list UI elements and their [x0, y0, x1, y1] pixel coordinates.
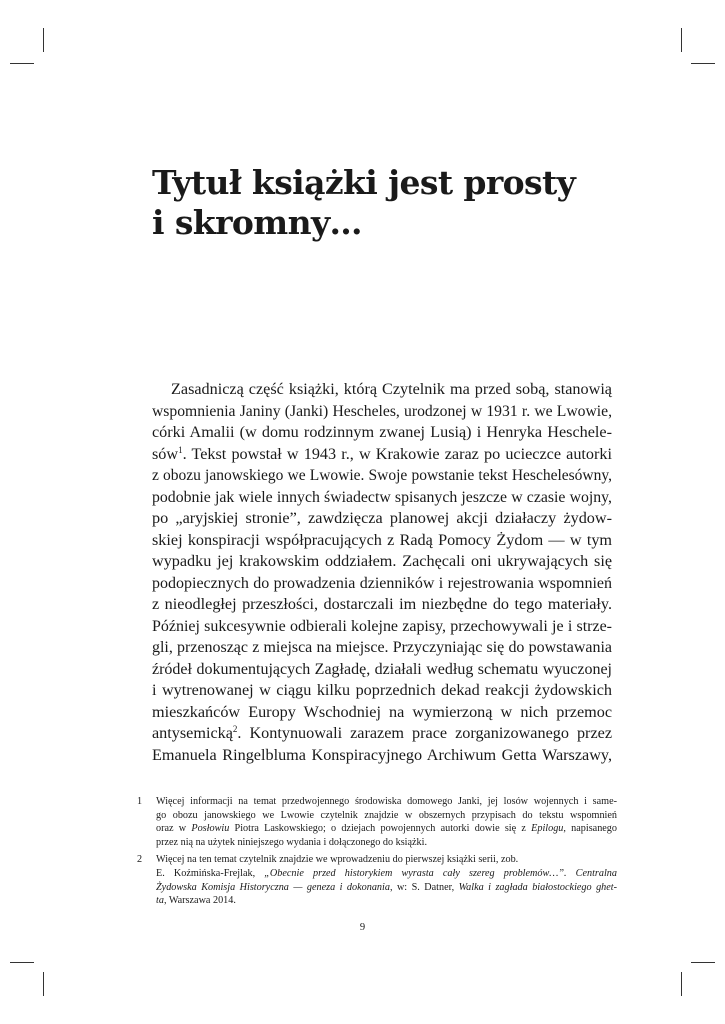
footnote-line — [156, 867, 617, 881]
footnote-number: 1 — [137, 796, 143, 807]
footnote-number: 2 — [137, 854, 143, 866]
body-line: z nieodległej przeszłości, dostarczali im niezbędne do tego materiały. — [152, 595, 612, 613]
footnote-ref[interactable]: 2 — [232, 724, 238, 734]
chapter-title-line: Tytuł książki jest prosty — [152, 163, 576, 202]
body-line: mieszkańców Europy Wschodniej na wymierzoną w nich przemoc — [152, 702, 612, 721]
crop-mark-bottom-left-vertical — [43, 972, 44, 996]
chapter-title — [152, 163, 632, 243]
body-text — [152, 379, 612, 766]
footnote-1 — [137, 795, 617, 849]
footnote-italic: ta — [156, 895, 164, 907]
footnote-2 — [137, 853, 617, 907]
footnote-line — [156, 881, 617, 895]
crop-mark-bottom-right-vertical — [681, 972, 682, 996]
body-line: skiej konspiracji współpracujących z Radą Pomocy Żydom — w tym — [152, 530, 612, 549]
footnote-italic: Posłowiu — [191, 823, 230, 835]
crop-mark-bottom-right-horizontal — [691, 962, 715, 963]
body-line — [152, 723, 612, 745]
body-line: z obozu janowskiego we Lwowie. Swoje powstanie tekst Heschelesówny, — [152, 467, 612, 484]
body-line: córki Amalii (w domu rodzinnym zwanej Lusią) i Henryka Heschele- — [152, 423, 612, 441]
body-line: po „aryjskiej stronie”, zawdzięcza planowej akcji działaczy żydow- — [152, 509, 612, 527]
body-line-part: . Tekst powstał w 1943 r., w Krakowie zaraz po ucieczce autorki — [182, 444, 612, 463]
body-line: źródeł dokumentujących Zagładę, działali według schematu wyuczonej — [152, 660, 612, 678]
footnotes — [137, 795, 617, 912]
crop-mark-bottom-left-horizontal — [10, 962, 34, 963]
footnote-italic: Walka i zagłada białostockiego ghet- — [458, 881, 618, 893]
footnote-text: oraz w — [156, 823, 192, 835]
crop-mark-top-left-horizontal — [10, 63, 34, 64]
body-line: wypadku jej krakowskim oddziałem. Zachęcali oni ukrywających się — [152, 552, 612, 570]
footnote-text: , Warszawa 2014. — [163, 895, 236, 907]
footnote-line — [156, 822, 617, 836]
footnote-italic: Epilogu — [531, 823, 564, 835]
body-line: podobnie jak wiele innych świadectw spisanych jeszcze w czasie wojny, — [152, 488, 612, 506]
body-line: Emanuela Ringelbluma Konspiracyjnego Archiwum Getta Warszawy, — [152, 745, 612, 764]
footnote-line: go obozu janowskiego we Lwowie czytelnik znajdzie w obszernych przypisach do tekstu wspomnień — [156, 809, 617, 821]
footnote-italic: „Obecnie przed historykiem wyrasta cały szereg problemów…”. Centralna — [264, 867, 617, 879]
body-line: podopiecznych do prowadzenia dzienników i rejestrowania wspomnień — [152, 574, 612, 592]
body-line-part: . Kontynuowali zarazem prace zorganizowanego przez — [237, 724, 612, 742]
page-number: 9 — [359, 922, 366, 933]
crop-mark-top-right-horizontal — [691, 63, 715, 64]
body-line-part: sów — [152, 444, 179, 463]
footnote-line: Więcej informacji na temat przedwojennego środowiska domowego Janki, jej losów wojennych i same- — [156, 796, 617, 807]
footnote-text: Piotra Laskowskiego; o dziejach powojennych autorki dowie się z — [229, 823, 532, 835]
body-line: Później sukcesywnie odbierali kolejne zapisy, przechowywali je i strze- — [152, 617, 612, 635]
footnote-line: przez nią na użytek niniejszego wydania i dołączonego do książki. — [156, 836, 427, 848]
footnote-text: , napisanego — [563, 823, 617, 835]
footnote-text: E. Koźmińska-Frejlak, — [156, 867, 265, 879]
chapter-title-line: i skromny… — [152, 203, 362, 242]
body-line: gli, przenosząc z miejsca na miejsce. Przyczyniając się do powstawania — [152, 639, 612, 656]
crop-mark-top-left-vertical — [43, 28, 44, 52]
body-line — [152, 444, 612, 466]
body-line: wspomnienia Janiny (Janki) Hescheles, urodzonej w 1931 r. we Lwowie, — [152, 402, 612, 420]
footnote-italic: Żydowska Komisja Historyczna — geneza i dokonania — [156, 881, 390, 893]
body-line: Zasadniczą część książki, którą Czytelnik ma przed sobą, stanowią — [171, 380, 612, 398]
body-line: i wytrenowanej w ciągu kilku poprzednich dekad reakcji żydowskich — [152, 681, 612, 699]
footnote-line — [156, 894, 617, 908]
body-line-part: antysemicką — [152, 724, 233, 742]
footnote-line: Więcej na ten temat czytelnik znajdzie we wprowadzeniu do pierwszej książki serii, zob. — [156, 854, 519, 866]
footnote-ref[interactable]: 1 — [178, 444, 183, 455]
crop-mark-top-right-vertical — [681, 28, 682, 52]
footnote-text: , w: S. Datner, — [389, 881, 459, 893]
